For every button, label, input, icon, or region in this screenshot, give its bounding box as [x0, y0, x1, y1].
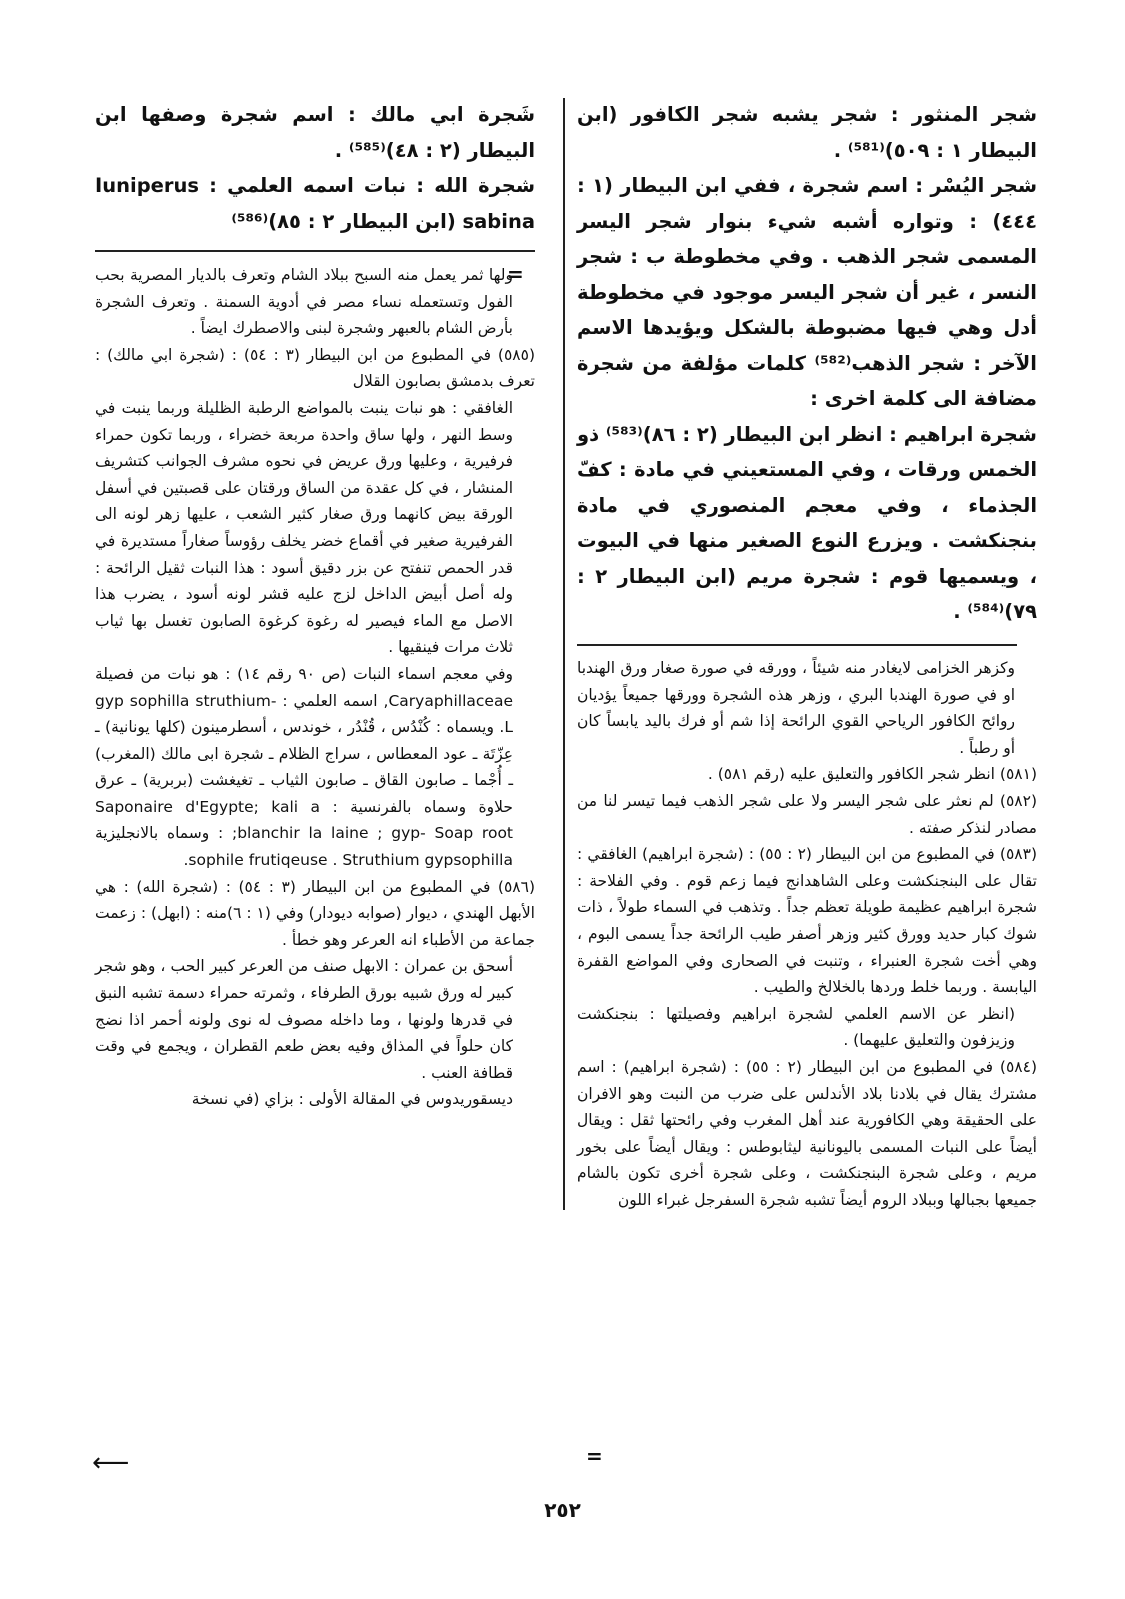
- right-footnote-rule: [577, 644, 1017, 646]
- entry-shajar-alyusr: شجر اليُسْر : اسم شجرة ، ففي ابن البيطار (١ : ٤٤٤) : وتواره أشبه شيء بنوار شجر اليسر المسمى شجر الذهب . وفي مخطوطة ب : شجر النسر ، غير أن شجر اليسر موجود في مخطوطة أدل وهي فيها مضبوطة بالشكل ويؤيدها الاسم الآخر : شجر الذهب⁽⁵⁸²⁾ كلمات مؤلفة من شجرة مضافة الى كلمة اخرى :: [577, 174, 1037, 410]
- footnote-continuation-left: ولها ثمر يعمل منه السبح ببلاد الشام وتعرف بالديار المصرية بحب الفول وتستعمله نساء مصر في أدوية السمنة . وتعرف الشجرة بأرض الشام بالعبهر وشجرة لبنى والاصطرك ايضاً .: [95, 266, 513, 338]
- continue-arrow-icon: ⟵: [92, 1448, 130, 1478]
- left-footnote-rule: [95, 250, 535, 252]
- continues-marker: =: [586, 1444, 603, 1468]
- footnote-583: (٥٨٣) في المطبوع من ابن البيطار (٢ : ٥٥) : (شجرة ابراهيم) الغافقي : تقال على البنجنكشت وعلى الشاهدانج فيما زعم قوم . وفي الفلاحة : شجرة ابراهيم عظيمة طويلة تعظم جداً . وتذهب في السماء طولاً ، ذات شوك كبار حديد وورق كثير وزهر أصفر طيب الرائحة جداً يسمى البوم ، وهي أخت شجرة العنبراء ، وتنبت في الصحارى وفي المواضع القفرة اليابسة . وربما خلط وردها بالخلالخ والطيب .: [577, 845, 1038, 997]
- entry-shajarat-ibrahim: شجرة ابراهيم : انظر ابن البيطار (٢ : ٨٦)⁽⁵⁸³⁾ ذو الخمس ورقات ، وفي المستعيني في مادة : كفّ الجذماء ، وفي معجم المنصوري في مادة بنجنكشت . ويزرع النوع الصغير منها في البيوت ، ويسميها قوم : شجرة مريم (ابن البيطار ٢ : ٧٩)⁽⁵⁸⁴⁾ .: [577, 422, 1037, 623]
- left-footnotes: [95, 262, 535, 1113]
- footnote-581: (٥٨١) انظر شجر الكافور والتعليق عليه (رقم ٥٨١) .: [707, 765, 1037, 784]
- footnote-585-mujam: وفي معجم اسماء النبات (ص ٩٠ رقم ١٤) : هو نبات من فصيلة Caryaphillaceae, اسمه العلمي : -gyp sophilla struthium L. ويسماه : كُنْدُس ، قُنْدُر ، خوندس ، أسطرمينون (كلها يونانية) ـ عِزّتَة ـ عود المعطاس ، سراج الظلام ـ شجرة ابى مالك (المغرب) ـ أُجْما ـ صابون القاق ـ صابون الثياب ـ تغيغشت (بربرية) ـ عرق حلاوة وسماه بالفرنسية : Saponaire d'Egypte; kali a blanchir la laine ; gyp- Soap root; : وسماه بالانجليزية sophile frutiqeuse . Struthium gypsophilla.: [95, 664, 514, 870]
- column-divider: [563, 98, 565, 1210]
- right-footnotes: [577, 655, 1037, 1213]
- footnote-585: (٥٨٥) في المطبوع من ابن البيطار (٣ : ٥٤) : (شجرة ابي مالك) : تعرف بدمشق بصابون القلال: [95, 345, 535, 391]
- footnote-582: (٥٨٢) لم نعثر على شجر اليسر ولا على شجر الذهب فيما تيسر لنا من مصادر لنذكر صفته .: [577, 791, 1037, 837]
- entry-shajarat-allah: شجرة الله : نبات اسمه العلمي : Iuniperus sabina (ابن البيطار ٢ : ٨٥)⁽⁵⁸⁶⁾: [95, 174, 535, 233]
- continued-marker: =: [507, 262, 524, 286]
- footnote-585-ghafiqi: الغافقي : هو نبات ينبت بالمواضع الرطبة الظليلة وربما ينبت في وسط النهر ، ولها ساق واحدة مربعة خضراء ، وربما تكون حمراء فرفيرية ، وعليها ورق عريض في نحوه مشرف الجوانب كتشريف المنشار ، في كل عقدة من الساق ورقتان على قصبتين في أسفل الورقة بيض كانهما ورق صغار كثير الشعب ، عليها زهر لونه الى الفرفيرية صغير في أقماع خضر يخلف رؤوساً صغاراً مستديرة في قدر الحمص تنفتح عن بزر دقيق أسود : هذا النبات ثقيل الرائحة : وله أصل أبيض الداخل لزج عليه قشر لونه أسود ، يضرب هذا الاصل مع الماء فيصير له رغوة كرغوة الصابون تغسل بها ثياب ثلاث مرات فينقيها .: [95, 398, 513, 657]
- page-number: ٢٥٢: [544, 1498, 581, 1522]
- footnote-584: (٥٨٤) في المطبوع من ابن البيطار (٢ : ٥٥) : (شجرة ابراهيم) : اسم مشترك يقال في بلادنا بلاد الأندلس على ضرب من النبت وهو الافران على الحقيقة وهي الكافورية عند أهل المغرب وفي رائحتها ثقل : ويقال أيضاً على النبات المسمى باليونانية ليثابوطس : ويقال أيضاً على بخور مريم ، وعلى شجرة البنجنكشت ، وعلى شجرة أخرى تكون بالشام جميعها بجبالها وببلاد الروم أيضاً تشبه شجرة السفرجل غبراء اللون: [577, 1057, 1037, 1209]
- footnote-583-note: (انظر عن الاسم العلمي لشجرة ابراهيم وفصيلتها : بنجنكشت وزيزفون والتعليق عليهما) .: [577, 1004, 1015, 1050]
- footnote-586-dioscorides: ديسقوريدوس في المقالة الأولى : بزاي (في نسخة: [191, 1090, 513, 1109]
- footnote-continuation: وكزهر الخزامى لايغادر منه شيئاً ، وورقه في صورة صغار ورق الهندبا او في صورة الهندبا البري ، وزهر هذه الشجرة وورقها جميعاً يؤديان روائح الكافور الرياحي القوي الرائحة إذا شم أو فرك باليد يابساً كان أو رطباً .: [577, 659, 1015, 757]
- left-main-text: [95, 97, 535, 239]
- entry-shajarat-abi-malik: شَجرة ابي مالك : اسم شجرة وصفها ابن البيطار (٢ : ٤٨)⁽⁵⁸⁵⁾ .: [95, 103, 535, 162]
- footnote-586: (٥٨٦) في المطبوع من ابن البيطار (٣ : ٥٤) : (شجرة الله) : هي الأبهل الهندي ، ديوار (صوابه ديودار) وفي (١ : ٦)منه : (ابهل) : زعمت جماعة من الأطباء انه العرعر وهو خطأ .: [95, 877, 536, 949]
- entry-shajar-almanthur: شجر المنثور : شجر يشبه شجر الكافور (ابن البيطار ١ : ٥٠٩)⁽⁵⁸¹⁾ .: [577, 103, 1037, 162]
- footnote-586-ishaq: أسحق بن عمران : الابهل صنف من العرعر كبير الحب ، وهو شجر كبير له ورق شبيه بورق الطرفاء ، وثمرته حمراء دسمة تشبه النبق في قدرها ولونها ، وما داخله مصوف له نوى ولونه أحمر اذا نضج كان حلواً في المذاق وفيه بعض طعم القطران ، ويجمع في وقت قطافة العنب .: [95, 957, 513, 1082]
- right-main-text: [577, 97, 1037, 630]
